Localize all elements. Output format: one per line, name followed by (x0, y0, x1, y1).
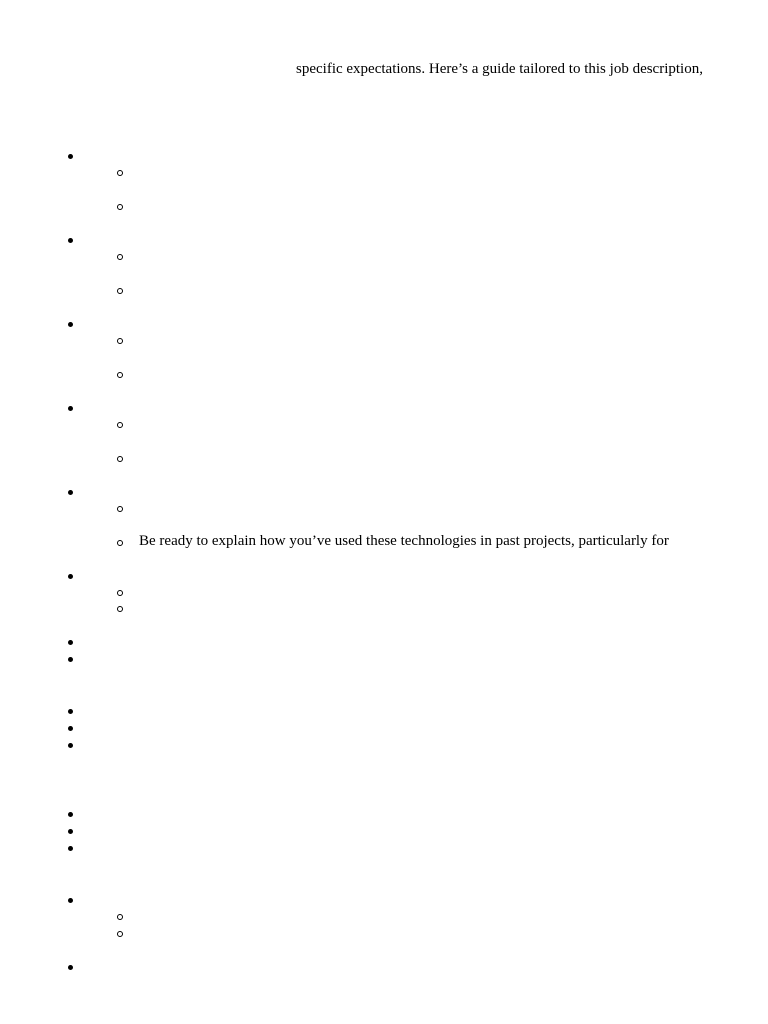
sub-bullet-marker (117, 606, 123, 612)
bullet-marker (68, 726, 73, 731)
sub-bullet-marker (117, 372, 123, 378)
sub-bullet-marker (117, 422, 123, 428)
bullet-marker (68, 657, 73, 662)
sub-bullet-marker (117, 170, 123, 176)
bullet-marker (68, 640, 73, 645)
intro-text: specific expectations. Here’s a guide tailored to this job description, (296, 61, 703, 77)
technology-note-text: Be ready to explain how you’ve used these technologies in past projects, particularly for (139, 533, 669, 549)
sub-bullet-marker (117, 931, 123, 937)
sub-bullet-marker (117, 338, 123, 344)
bullet-marker (68, 238, 73, 243)
bullet-marker (68, 154, 73, 159)
sub-bullet-marker (117, 456, 123, 462)
bullet-marker (68, 965, 73, 970)
sub-bullet-marker (117, 254, 123, 260)
sub-bullet-marker (117, 540, 123, 546)
sub-bullet-marker (117, 204, 123, 210)
bullet-marker (68, 812, 73, 817)
bullet-marker (68, 709, 73, 714)
bullet-marker (68, 406, 73, 411)
bullet-marker (68, 898, 73, 903)
bullet-marker (68, 322, 73, 327)
bullet-marker (68, 743, 73, 748)
bullet-marker (68, 846, 73, 851)
bullet-marker (68, 490, 73, 495)
sub-bullet-marker (117, 288, 123, 294)
sub-bullet-marker (117, 590, 123, 596)
sub-bullet-marker (117, 506, 123, 512)
bullet-marker (68, 829, 73, 834)
sub-bullet-marker (117, 914, 123, 920)
bullet-marker (68, 574, 73, 579)
